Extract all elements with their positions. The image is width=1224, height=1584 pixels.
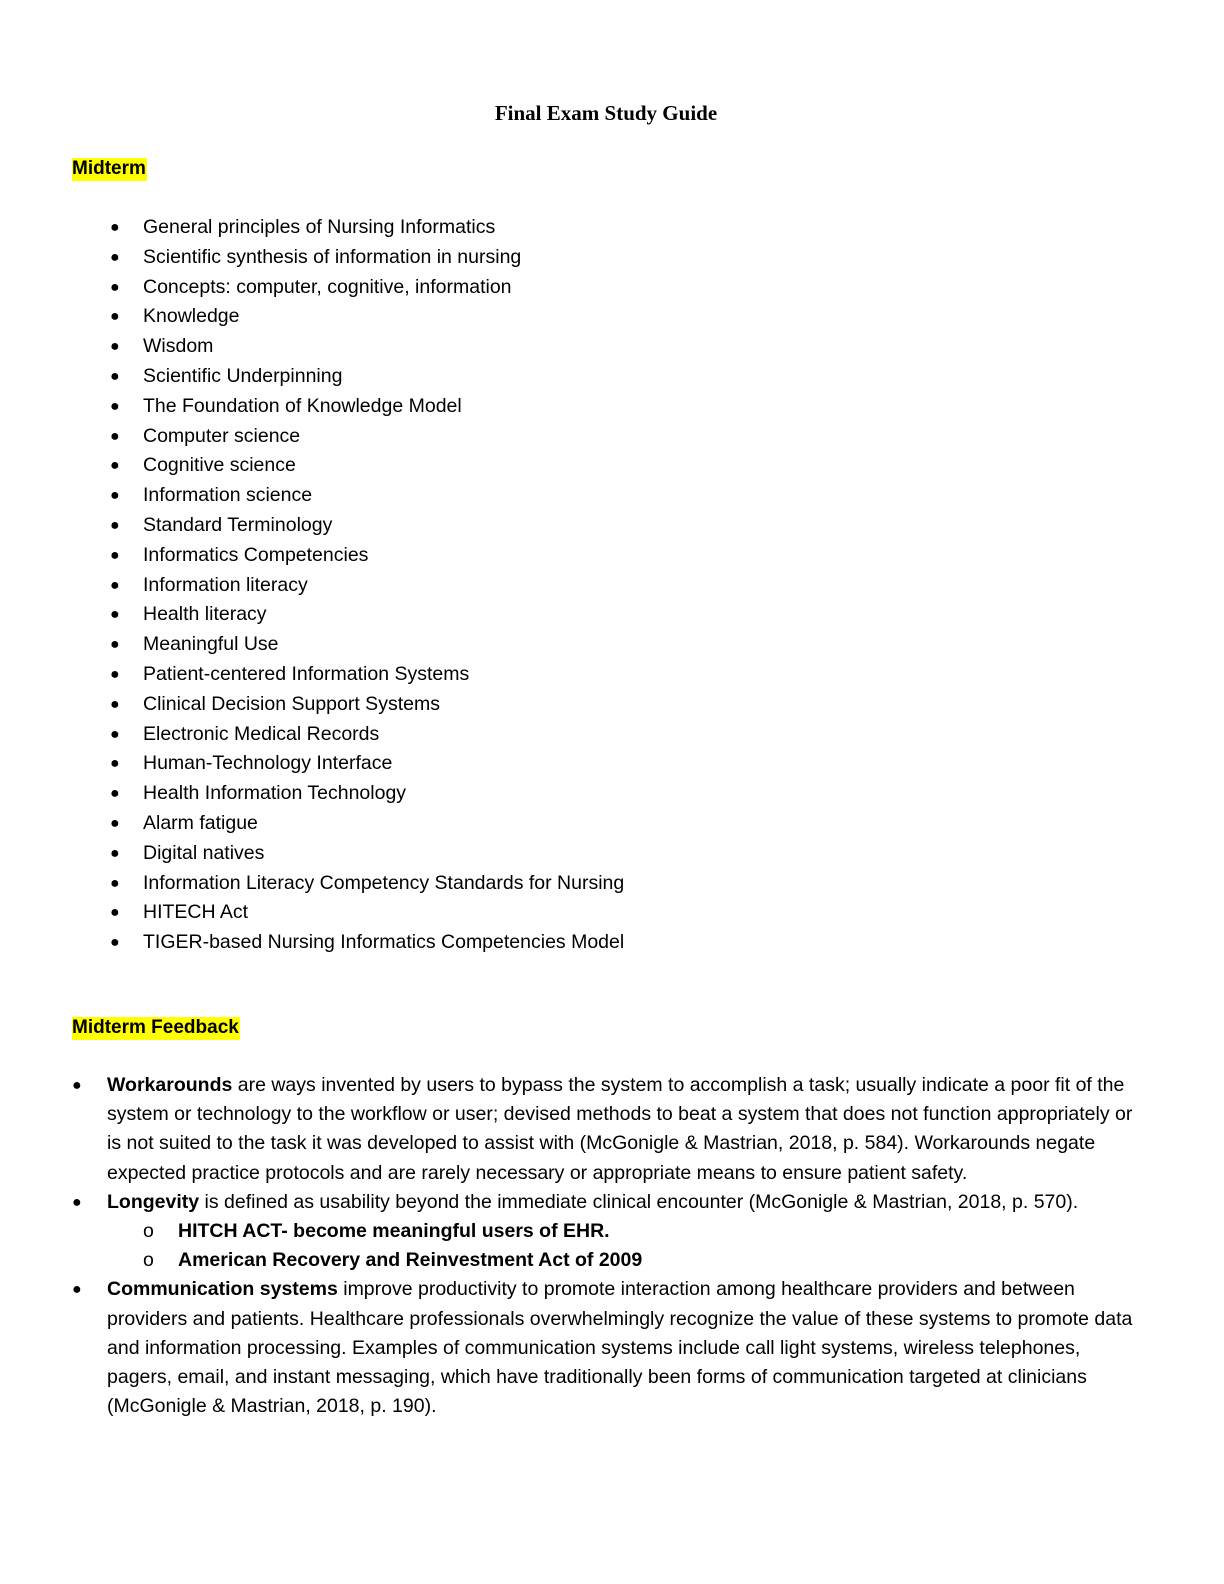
midterm-topic-item — [0, 749, 624, 779]
midterm-topic-item — [0, 392, 624, 422]
midterm-heading — [72, 155, 147, 183]
midterm-topic-item — [0, 720, 624, 750]
midterm-topic-item — [0, 600, 624, 630]
bullet-icon: ● — [72, 1077, 82, 1094]
midterm-topic-item — [0, 302, 624, 332]
midterm-topic-text: Knowledge — [143, 305, 240, 328]
midterm-topic-text: TIGER-based Nursing Informatics Competencies Model — [143, 931, 625, 954]
feedback-text: is defined as usability beyond the immediate clinical encounter (McGonigle & Mastrian, 2018, p. 570). — [199, 1190, 1079, 1213]
bullet-icon: ● — [110, 695, 120, 713]
midterm-topic-text: Computer science — [143, 424, 301, 447]
feedback-subitem — [107, 1246, 1147, 1275]
midterm-topic-text: Health literacy — [143, 603, 267, 626]
bullet-icon: ● — [110, 725, 120, 743]
midterm-topic-text: Alarm fatigue — [143, 811, 258, 834]
bullet-icon: ● — [110, 367, 120, 385]
midterm-topic-item — [0, 898, 624, 928]
hollow-bullet-icon: o — [143, 1220, 154, 1243]
bullet-icon: ● — [110, 457, 120, 475]
feedback-subitem — [107, 1217, 1147, 1246]
midterm-topic-text: Clinical Decision Support Systems — [143, 692, 440, 715]
feedback-text: improve productivity to promote interaction among healthcare providers and between providers and patients. Healthcare professionals overwhelmingly recognize the value of these systems to promote data and information processing. Examples of communication systems include call light systems, wireless telephones, pagers, email, and instant messaging, which have traditionally been forms of communication targeted at clinicians (McGonigle & Mastrian, 2018, p. 190). — [107, 1278, 1133, 1418]
midterm-topic-item — [0, 779, 624, 809]
midterm-topic-item — [0, 511, 624, 541]
midterm-topic-text: Meaningful Use — [143, 633, 279, 656]
midterm-topic-text: Standard Terminology — [143, 513, 333, 536]
feedback-sublist — [107, 1217, 1147, 1275]
bullet-icon: ● — [110, 516, 120, 534]
bullet-icon: ● — [110, 397, 120, 415]
midterm-topic-item — [0, 213, 624, 243]
midterm-topic-item — [0, 690, 624, 720]
bullet-icon: ● — [110, 844, 120, 862]
bullet-icon: ● — [72, 1193, 82, 1211]
bullet-icon: ● — [110, 904, 120, 922]
midterm-topic-text: Electronic Medical Records — [143, 722, 380, 745]
bullet-icon: ● — [110, 934, 120, 952]
midterm-topic-text: Health Information Technology — [143, 782, 407, 805]
feedback-subitem-text: American Recovery and Reinvestment Act of 2009 — [178, 1249, 643, 1272]
midterm-topic-item — [0, 630, 624, 660]
midterm-topic-item — [0, 869, 624, 899]
midterm-topic-text: Scientific synthesis of information in nursing — [143, 245, 522, 268]
bullet-icon: ● — [110, 546, 120, 564]
bullet-icon: ● — [110, 606, 120, 624]
bullet-icon: ● — [110, 576, 120, 594]
midterm-topic-item — [0, 481, 624, 511]
bullet-icon: ● — [110, 278, 120, 296]
midterm-topic-text: Scientific Underpinning — [143, 364, 343, 387]
midterm-topic-text: General principles of Nursing Informatics — [143, 216, 496, 238]
midterm-topic-text: The Foundation of Knowledge Model — [143, 394, 462, 417]
bullet-icon: ● — [110, 755, 120, 773]
feedback-term: Longevity — [107, 1190, 200, 1213]
midterm-topic-item — [0, 541, 624, 571]
feedback-term: Workarounds — [107, 1074, 233, 1096]
midterm-topic-text: HITECH Act — [143, 901, 249, 924]
midterm-topic-item — [0, 243, 624, 273]
midterm-topic-item — [0, 660, 624, 690]
feedback-item-workarounds — [0, 1071, 1147, 1188]
bullet-icon: ● — [110, 338, 120, 356]
midterm-topic-text: Concepts: computer, cognitive, information — [143, 275, 512, 298]
page-title: Final Exam Study Guide — [494, 101, 718, 125]
midterm-topic-item — [0, 362, 624, 392]
bullet-icon: ● — [110, 487, 120, 505]
midterm-topic-item — [0, 332, 624, 362]
bullet-icon: ● — [110, 248, 120, 266]
midterm-topic-text: Cognitive science — [143, 454, 296, 477]
feedback-text: are ways invented by users to bypass the system to accomplish a task; usually indicate a poor fit of the system or technology to the workflow or user; devised methods to beat a system that does not function appropriately or is not suited to the task it was developed to assist with (McGonigle & Mastrian, 2018, p. 584). Workarounds negate expected practice protocols and are rarely necessary or appropriate means to ensure patient safety. — [107, 1074, 1133, 1184]
bullet-icon: ● — [110, 219, 120, 236]
midterm-topic-text: Human-Technology Interface — [143, 752, 393, 775]
midterm-topic-item — [0, 451, 624, 481]
bullet-icon: ● — [72, 1281, 82, 1299]
midterm-heading-text: Midterm — [72, 158, 146, 179]
midterm-topic-item — [0, 422, 624, 452]
midterm-topic-text: Wisdom — [143, 335, 214, 358]
midterm-topic-text: Information science — [143, 484, 313, 507]
bullet-icon: ● — [110, 814, 120, 832]
feedback-subitem-text: HITCH ACT- become meaningful users of EHR. — [178, 1220, 610, 1243]
midterm-topic-list — [0, 213, 624, 958]
bullet-icon: ● — [110, 308, 120, 326]
midterm-topic-text: Information literacy — [143, 573, 308, 596]
feedback-list — [0, 1071, 1224, 1421]
feedback-item-communication-systems — [0, 1275, 1147, 1421]
midterm-topic-item — [0, 928, 624, 958]
feedback-heading-text: Midterm Feedback — [72, 1017, 239, 1038]
bullet-icon: ● — [110, 427, 120, 445]
midterm-topic-item — [0, 571, 624, 601]
feedback-item-longevity — [0, 1188, 1147, 1276]
bullet-icon: ● — [110, 636, 120, 654]
midterm-topic-text: Patient-centered Information Systems — [143, 662, 470, 685]
midterm-topic-item — [0, 273, 624, 303]
bullet-icon: ● — [110, 785, 120, 803]
hollow-bullet-icon: o — [143, 1249, 154, 1272]
bullet-icon: ● — [110, 665, 120, 683]
midterm-topic-text: Informatics Competencies — [143, 543, 369, 566]
feedback-heading — [72, 1014, 240, 1042]
feedback-term: Communication systems — [107, 1278, 338, 1301]
bullet-icon: ● — [110, 874, 120, 892]
midterm-topic-item — [0, 809, 624, 839]
midterm-topic-item — [0, 839, 624, 869]
midterm-topic-text: Digital natives — [143, 841, 265, 864]
midterm-topic-text: Information Literacy Competency Standards for Nursing — [143, 871, 625, 894]
